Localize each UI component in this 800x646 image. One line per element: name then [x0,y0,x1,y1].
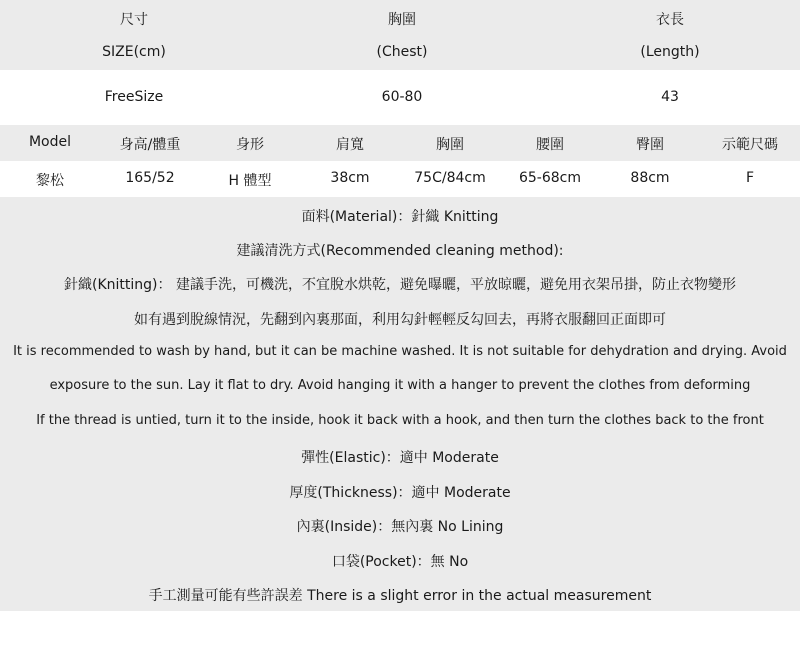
size-table-header [0,0,800,70]
cleaning-method-title: 建議清洗方式(Recommended cleaning method): [236,243,564,259]
hip-value: 88cm [630,170,670,186]
chest-header-zh: 胸圍 [388,12,416,28]
thread-repair-zh: 如有遇到脫線情況，先翻到內裏那面，利用勾針輕輕反勾回去，再將衣服翻回正面即可 [134,312,666,328]
chest-header: 胸圍 [436,137,464,153]
pocket-line: 口袋(Pocket)：無 No [331,554,469,570]
height-weight-value: 165/52 [125,170,175,186]
length-header-en: (Length) [640,44,700,60]
chest-header-en: (Chest) [376,44,428,60]
model-table-header [0,125,800,161]
height-weight-header: 身高/體重 [119,137,181,153]
measurement-note: 手工測量可能有些許誤差 There is a slight error in the actual measurement [148,588,652,604]
size-header-en: SIZE(cm) [102,44,166,60]
body-type-header: 身形 [236,137,264,153]
chest-value-model: 75C/84cm [414,170,486,186]
hip-header: 臀圍 [636,137,664,153]
care-info-block [0,197,800,611]
waist-header: 腰圍 [536,137,564,153]
material-line: 面料(Material)：針織 Knitting [301,209,499,225]
length-header-zh: 衣長 [656,12,684,28]
shoulder-header: 肩寬 [336,137,364,153]
waist-value: 65-68cm [518,170,581,186]
inside-line: 內裏(Inside)：無內裏 No Lining [296,519,504,535]
shoulder-value: 38cm [330,170,370,186]
thickness-line: 厚度(Thickness)：適中 Moderate [289,485,511,501]
model-name: 黎松 [36,173,64,189]
care-en-line-3: If the thread is untied, turn it to the inside, hook it back with a hook, and then turn the clothes back to the front [36,413,764,428]
model-table-row [0,161,800,197]
size-header-zh: 尺寸 [120,12,148,28]
size-value: FreeSize [104,89,164,105]
chest-value: 60-80 [381,89,423,105]
sample-size-value: F [745,170,755,186]
model-header: Model [28,134,72,150]
care-en-line-1: It is recommended to wash by hand, but it can be machine washed. It is not suitable for dehydration and drying. Avoid [13,344,787,359]
care-en-line-2: exposure to the sun. Lay it flat to dry. Avoid hanging it with a hanger to prevent the clothes from deforming [49,378,751,393]
size-table-row [0,70,800,125]
sample-size-header: 示範尺碼 [722,137,778,153]
knitting-care-zh: 針織(Knitting)： 建議手洗，可機洗，不宜脫水烘乾，避免曝曬，平放晾曬，避免用衣架吊掛，防止衣物變形 [64,277,736,293]
length-value: 43 [661,89,679,105]
body-type-value: H 體型 [228,173,272,189]
elastic-line: 彈性(Elastic)：適中 Moderate [301,450,499,466]
